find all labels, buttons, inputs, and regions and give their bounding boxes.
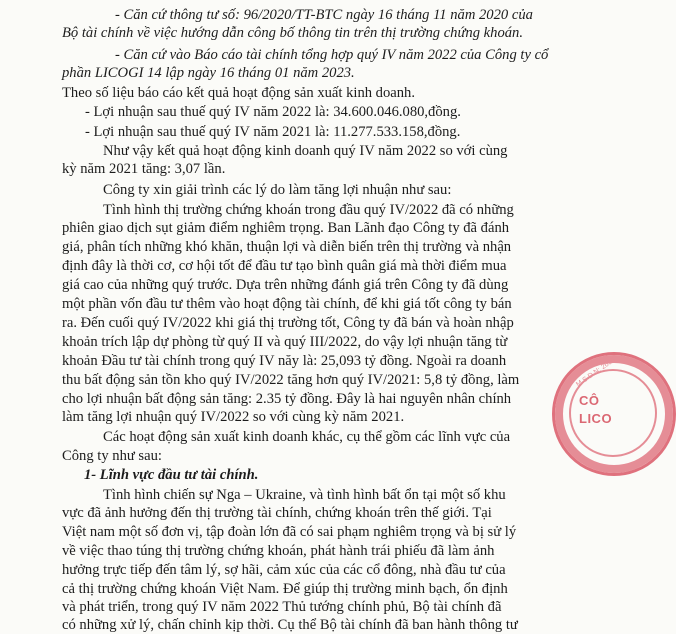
doc-line: cả thị trường chứng khoán Việt Nam. Để giúp thị trường minh bạch, ổn định bbox=[62, 581, 508, 597]
doc-line: một phần vốn đầu tư thêm vào hoạt động tài chính, để khi giá tốt công ty bán bbox=[62, 296, 512, 312]
doc-line: Bộ tài chính về việc hướng dẫn công bố thông tin trên thị trường chứng khoán. bbox=[62, 25, 523, 41]
section-heading: 1- Lĩnh vực đầu tư tài chính. bbox=[84, 467, 259, 483]
doc-line: và phát triển, trong quý IV năm 2022 Thủ tướng chính phủ, Bộ tài chính đã bbox=[62, 599, 502, 615]
doc-line: phần LICOGI 14 lập ngày 16 tháng 01 năm 2023. bbox=[62, 65, 355, 81]
doc-line: phiên giao dịch sụt giảm điểm nghiêm trọng. Ban Lãnh đạo Công ty đã đánh bbox=[62, 220, 510, 236]
doc-line: - Lợi nhuận sau thuế quý IV năm 2022 là: 34.600.046.080,đồng. bbox=[85, 104, 461, 120]
doc-line: hưởng trực tiếp đến tâm lý, sợ hãi, cảm xúc của các cổ đông, nhà đầu tư của bbox=[62, 562, 506, 578]
doc-line: về việc thao túng thị trường chứng khoán, phát hành trái phiếu đã làm ảnh bbox=[62, 543, 495, 559]
doc-line: Công ty như sau: bbox=[62, 448, 162, 464]
doc-line: giá cao của những quý trước. Dựa trên những đánh giá trên Công ty đã dùng bbox=[62, 277, 509, 293]
doc-line: cho lợi nhuận bất động sản tăng: 2.35 tỷ đồng. Đây là hai nguyên nhân chính bbox=[62, 391, 512, 407]
doc-line: khoản trích lập dự phòng từ quý II và quý III/2022, do vậy lợi nhuận tăng từ bbox=[62, 334, 508, 350]
doc-line: giá, phân tích những khó khăn, thuận lợi và diễn biến trên thị trường và nhận bbox=[62, 239, 512, 255]
seal-text-top: CÔ bbox=[579, 393, 600, 408]
doc-line: ra. Đến cuối quý IV/2022 khi giá thị trường tốt, Công ty đã bán và hoàn nhập bbox=[62, 315, 514, 331]
doc-line: Theo số liệu báo cáo kết quả hoạt động sản xuất kinh doanh. bbox=[62, 85, 416, 101]
doc-line: - Căn cứ vào Báo cáo tài chính tổng hợp quý IV năm 2022 của Công ty cổ bbox=[115, 47, 549, 63]
doc-line: Tình hình thị trường chứng khoán trong đầu quý IV/2022 đã có những bbox=[103, 202, 514, 218]
doc-line: vực đã ảnh hưởng đến thị trường tài chính, chứng khoán trên thế giới. Tại bbox=[62, 505, 492, 521]
doc-line: Tình hình chiến sự Nga – Ukraine, và tình hình bất ổn tại một số khu bbox=[103, 487, 506, 503]
doc-line: khoản Đầu tư tài chính trong quý IV năy là: 25,093 tỷ đồng. Ngoài ra doanh bbox=[62, 353, 507, 369]
company-seal-stamp bbox=[552, 352, 676, 476]
doc-line: - Lợi nhuận sau thuế quý IV năm 2021 là: 11.277.533.158,đồng. bbox=[85, 124, 461, 140]
doc-line: định đây là thời cơ, cơ hội tốt để đầu tư tạo bình quân giá mà thời điểm mua bbox=[62, 258, 507, 274]
doc-line: có những xử lý, chấn chỉnh kịp thời. Cụ thể Bộ tài chính đã ban hành thông tư bbox=[62, 617, 518, 633]
doc-line: làm tăng lợi nhuận quý IV/2022 so với cùng kỳ năm 2021. bbox=[62, 409, 405, 425]
doc-line: Công ty xin giải trình các lý do làm tăng lợi nhuận như sau: bbox=[103, 182, 452, 198]
doc-line: Các hoạt động sản xuất kinh doanh khác, cụ thể gồm các lĩnh vực của bbox=[103, 429, 511, 445]
doc-line: thu bất động sản tồn kho quý IV/2022 tăng hơn quý IV/2021: 5,8 tỷ đồng, làm bbox=[62, 372, 520, 388]
doc-line: kỳ năm 2021 tăng: 3,07 lần. bbox=[62, 161, 226, 177]
doc-line: - Căn cứ thông tư số: 96/2020/TT-BTC ngày 16 tháng 11 năm 2020 của bbox=[115, 7, 533, 23]
seal-text-bottom: LICO bbox=[579, 411, 613, 426]
seal-arc-text: M.S.D.N: 2600 bbox=[575, 356, 617, 389]
doc-line: Như vậy kết quả hoạt động kinh doanh quý IV năm 2022 so với cùng bbox=[103, 143, 508, 159]
doc-line: Việt nam một số đơn vị, tập đoàn lớn đã có sai phạm nghiêm trọng và bị sử lý bbox=[62, 524, 517, 540]
